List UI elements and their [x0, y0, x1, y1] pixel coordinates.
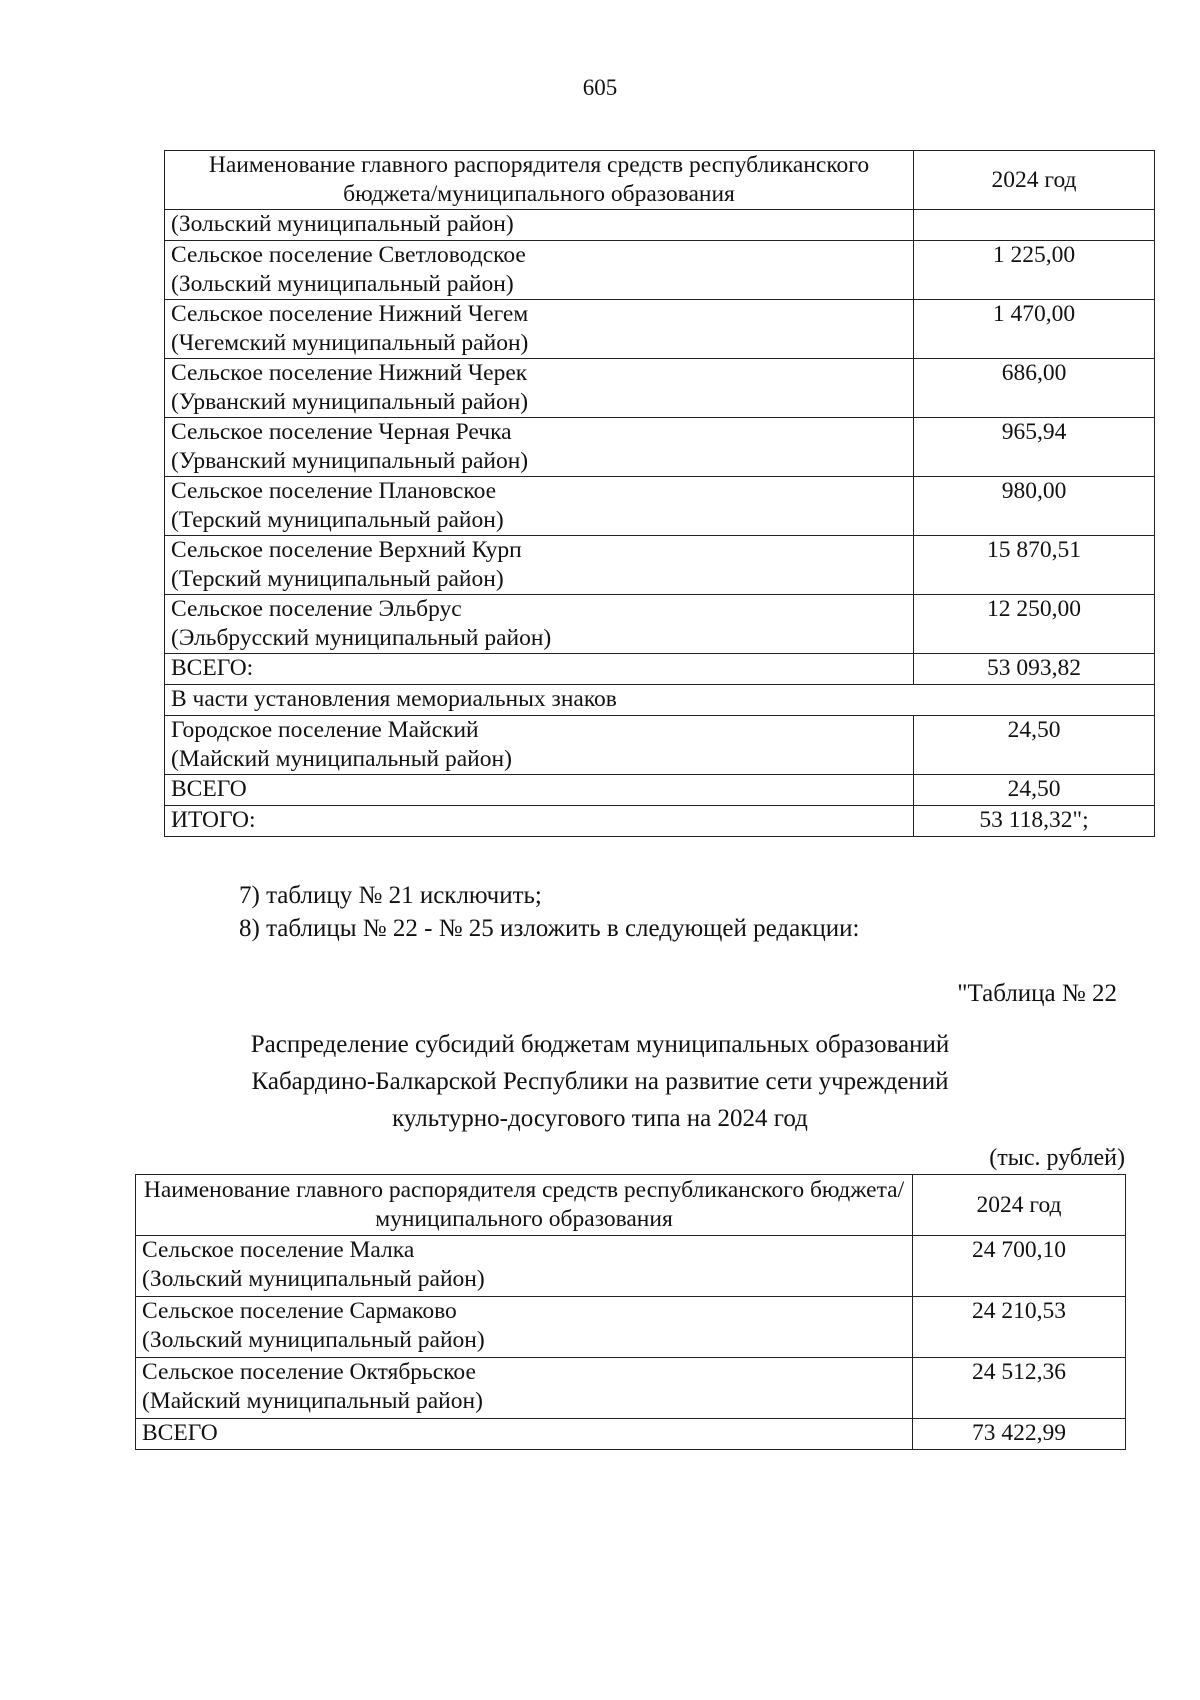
row-name: Городское поселение Майский — [171, 717, 479, 743]
table-header-row — [136, 1175, 1126, 1236]
row-name-cell — [165, 775, 914, 806]
row-value: 965,94 — [914, 418, 1155, 477]
row-name-cell — [165, 595, 914, 654]
table-row — [165, 241, 1155, 300]
header-name: Наименование главного распорядителя средств республиканского бюджета/муниципального образования — [165, 151, 914, 210]
page-number: 605 — [582, 75, 618, 100]
row-district: (Майский муниципальный район) — [171, 746, 512, 772]
header-year: 2024 год — [914, 151, 1155, 210]
header-name: Наименование главного распорядителя средств республиканского бюджета/муниципального образования — [136, 1175, 913, 1236]
table-row — [165, 359, 1155, 418]
table-title-line: Кабардино-Балкарской Республики на развитие сети учреждений — [251, 1068, 949, 1095]
row-name-cell — [165, 359, 914, 418]
table-row — [165, 418, 1155, 477]
row-name: ИТОГО: — [171, 807, 256, 833]
row-district: (Терский муниципальный район) — [171, 507, 504, 533]
table-row — [136, 1358, 1126, 1419]
table-body — [136, 1236, 1126, 1450]
row-value: 24 512,36 — [913, 1358, 1126, 1419]
row-name-cell — [165, 210, 914, 241]
table-row — [136, 1419, 1126, 1450]
row-name: Сельское поселение Октябрьское — [142, 1359, 476, 1385]
row-name-cell — [165, 300, 914, 359]
row-value: 24,50 — [914, 775, 1155, 806]
table-row — [165, 775, 1155, 806]
row-district: (Чегемский муниципальный район) — [171, 330, 529, 356]
row-value — [914, 210, 1155, 241]
row-district: (Урванский муниципальный район) — [171, 448, 529, 474]
row-district: (Зольский муниципальный район) — [171, 271, 514, 297]
table-row — [165, 716, 1155, 775]
row-name-cell — [165, 806, 914, 837]
table-row — [165, 300, 1155, 359]
row-name-cell — [165, 716, 914, 775]
row-name: Сельское поселение Нижний Чегем — [171, 301, 529, 327]
table-title — [150, 1026, 1050, 1137]
row-value: 1 470,00 — [914, 300, 1155, 359]
row-value: 12 250,00 — [914, 595, 1155, 654]
row-name-cell — [136, 1236, 913, 1297]
row-value: 24 700,10 — [913, 1236, 1126, 1297]
table-title-line: Распределение субсидий бюджетам муниципальных образований — [250, 1031, 950, 1058]
budget-table-continued — [164, 150, 1155, 837]
row-name-cell — [165, 536, 914, 595]
row-name: ВСЕГО — [171, 776, 247, 802]
row-district: (Терский муниципальный район) — [171, 566, 504, 592]
table-row — [165, 536, 1155, 595]
row-district: (Эльбрусский муниципальный район) — [171, 625, 552, 651]
row-name: Сельское поселение Малка — [142, 1237, 415, 1263]
row-district: (Майский муниципальный район) — [142, 1388, 483, 1414]
table-title-line: культурно-досугового типа на 2024 год — [392, 1105, 808, 1132]
table-row — [165, 685, 1155, 716]
row-name-cell — [136, 1297, 913, 1358]
row-value: 24,50 — [914, 716, 1155, 775]
row-name-cell — [165, 654, 914, 685]
table-reference: "Таблица № 22 — [957, 980, 1117, 1007]
row-name-cell — [165, 241, 914, 300]
row-name-cell — [136, 1419, 913, 1450]
row-value: 686,00 — [914, 359, 1155, 418]
row-district: (Урванский муниципальный район) — [171, 389, 529, 415]
row-name: Сельское поселение Черная Речка — [171, 419, 512, 445]
row-value: 1 225,00 — [914, 241, 1155, 300]
row-name: (Зольский муниципальный район) — [171, 211, 514, 237]
row-name: Сельское поселение Эльбрус — [171, 596, 462, 622]
row-district: (Зольский муниципальный район) — [142, 1266, 485, 1292]
table-row — [165, 210, 1155, 241]
row-name-cell — [165, 418, 914, 477]
table-header-row — [165, 151, 1155, 210]
row-name: ВСЕГО: — [171, 655, 254, 681]
row-value: 24 210,53 — [913, 1297, 1126, 1358]
row-value: 73 422,99 — [913, 1419, 1126, 1450]
table-row — [165, 806, 1155, 837]
row-name: Сельское поселение Светловодское — [171, 242, 526, 268]
row-value: 15 870,51 — [914, 536, 1155, 595]
row-value: 980,00 — [914, 477, 1155, 536]
header-year: 2024 год — [913, 1175, 1126, 1236]
row-name-cell — [165, 477, 914, 536]
row-value: 53 118,32"; — [914, 806, 1155, 837]
units-label: (тыс. рублей) — [989, 1145, 1125, 1171]
table-row — [136, 1297, 1126, 1358]
row-name-cell — [136, 1358, 913, 1419]
section-heading: В части установления мемориальных знаков — [165, 685, 1155, 716]
instruction-2: 8) таблицы № 22 - № 25 изложить в следующей редакции: — [239, 915, 860, 942]
table-row — [136, 1236, 1126, 1297]
table-row — [165, 595, 1155, 654]
subsidy-table-22 — [135, 1174, 1126, 1450]
table-row — [165, 654, 1155, 685]
row-name: Сельское поселение Верхний Курп — [171, 537, 522, 563]
row-name: Сельское поселение Нижний Черек — [171, 360, 528, 386]
instruction-1: 7) таблицу № 21 исключить; — [239, 882, 542, 909]
table-row — [165, 477, 1155, 536]
table-body — [165, 210, 1155, 837]
row-name: Сельское поселение Сармаково — [142, 1298, 457, 1324]
row-name: ВСЕГО — [142, 1420, 218, 1446]
row-name: Сельское поселение Плановское — [171, 478, 497, 504]
row-district: (Зольский муниципальный район) — [142, 1327, 485, 1353]
row-value: 53 093,82 — [914, 654, 1155, 685]
